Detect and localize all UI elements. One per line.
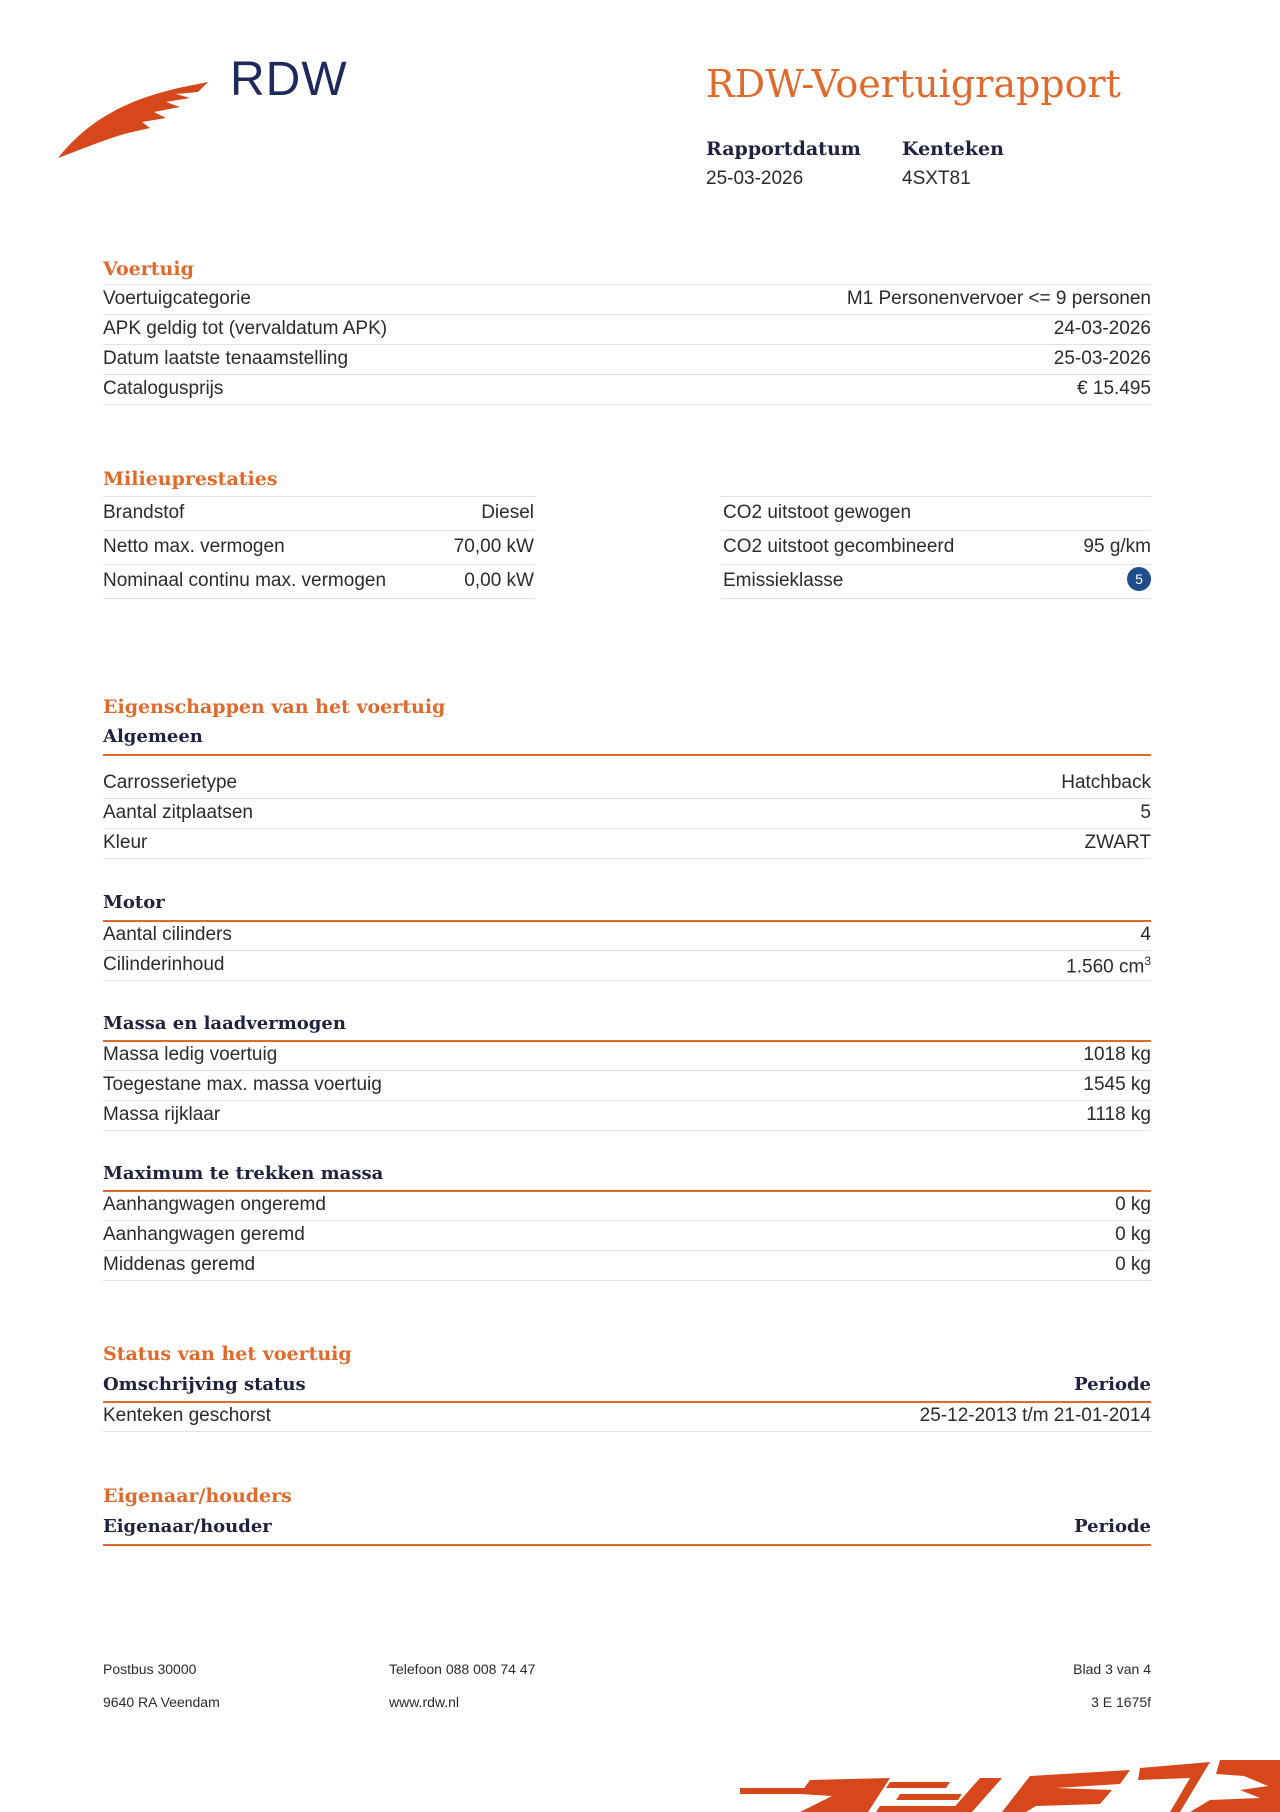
section-title-eigenaar: Eigenaar/houders bbox=[103, 1485, 292, 1507]
subsection-title-motor: Motor bbox=[103, 892, 165, 913]
status-header bbox=[103, 1374, 1151, 1395]
logo-text: RDW bbox=[230, 53, 348, 106]
row-value: M1 Personenvervoer <= 9 personen bbox=[846, 288, 1151, 309]
section-title-eigenschappen: Eigenschappen van het voertuig bbox=[103, 696, 446, 718]
row-value: Diesel bbox=[481, 502, 534, 523]
table-row bbox=[103, 1040, 1151, 1071]
table-row bbox=[103, 828, 1151, 859]
row-value: 5 bbox=[1140, 802, 1151, 823]
table-row bbox=[103, 284, 1151, 315]
row-value: 1018 kg bbox=[1083, 1044, 1151, 1065]
row-label: Carrosserietype bbox=[103, 772, 238, 793]
row-value: 25-12-2013 t/m 21-01-2014 bbox=[919, 1405, 1151, 1426]
row-label: CO2 uitstoot gecombineerd bbox=[723, 536, 955, 557]
row-label: Toegestane max. massa voertuig bbox=[103, 1074, 382, 1095]
column-header-eigenaar: Eigenaar/houder bbox=[103, 1516, 272, 1537]
table-row bbox=[103, 1100, 1151, 1131]
column-header-periode: Periode bbox=[1074, 1516, 1151, 1537]
footer-brand-graphic-icon bbox=[740, 1760, 1280, 1812]
table-row bbox=[103, 1250, 1151, 1281]
row-value: Hatchback bbox=[1061, 772, 1151, 793]
footer-website-link[interactable]: www.rdw.nl bbox=[389, 1694, 460, 1710]
table-row bbox=[103, 1401, 1151, 1432]
row-value: € 15.495 bbox=[1077, 378, 1151, 399]
meta-label-rapportdatum: Rapportdatum bbox=[706, 138, 861, 160]
table-row bbox=[103, 1190, 1151, 1221]
unit-superscript: 3 bbox=[1144, 954, 1151, 968]
row-value: 1118 kg bbox=[1086, 1104, 1151, 1125]
row-value: 70,00 kW bbox=[453, 536, 534, 557]
footer-document-code: 3 E 1675f bbox=[1091, 1694, 1151, 1710]
table-row bbox=[103, 496, 1151, 530]
row-value: 24-03-2026 bbox=[1053, 318, 1151, 339]
section-title-status: Status van het voertuig bbox=[103, 1343, 352, 1365]
row-label: Nominaal continu max. vermogen bbox=[103, 570, 387, 591]
report-title: RDW-Voertuigrapport bbox=[706, 62, 1121, 106]
table-row bbox=[103, 920, 1151, 951]
row-label: Kleur bbox=[103, 832, 148, 853]
footer-address-line2: 9640 RA Veendam bbox=[103, 1694, 220, 1710]
footer-address-line1: Postbus 30000 bbox=[103, 1661, 197, 1677]
table-row bbox=[103, 798, 1151, 829]
table-row bbox=[103, 314, 1151, 345]
row-label: Massa rijklaar bbox=[103, 1104, 221, 1125]
meta-value-kenteken: 4SXT81 bbox=[902, 168, 971, 189]
table-row bbox=[103, 950, 1151, 981]
row-value: 4 bbox=[1140, 924, 1151, 945]
row-value: 0 kg bbox=[1115, 1254, 1151, 1275]
row-label: Aanhangwagen geremd bbox=[103, 1224, 305, 1245]
row-label: CO2 uitstoot gewogen bbox=[723, 502, 912, 523]
row-value: ZWART bbox=[1084, 832, 1151, 853]
row-label: Netto max. vermogen bbox=[103, 536, 285, 557]
row-value: 1545 kg bbox=[1083, 1074, 1151, 1095]
row-label: Emissieklasse bbox=[723, 570, 844, 591]
orange-divider bbox=[103, 754, 1151, 756]
table-row bbox=[103, 530, 1151, 564]
section-title-voertuig: Voertuig bbox=[103, 258, 194, 280]
table-row bbox=[103, 564, 1151, 598]
row-label: Massa ledig voertuig bbox=[103, 1044, 278, 1065]
footer-phone: Telefoon 088 008 74 47 bbox=[389, 1661, 536, 1677]
row-label: Voertuigcategorie bbox=[103, 288, 251, 309]
subsection-title-massa: Massa en laadvermogen bbox=[103, 1013, 346, 1034]
table-row bbox=[103, 768, 1151, 799]
row-label: Middenas geremd bbox=[103, 1254, 256, 1275]
row-value: 1.560 cm bbox=[1066, 956, 1145, 978]
meta-label-kenteken: Kenteken bbox=[902, 138, 1004, 160]
row-label: Kenteken geschorst bbox=[103, 1405, 271, 1426]
table-row bbox=[103, 1220, 1151, 1251]
meta-value-rapportdatum: 25-03-2026 bbox=[706, 168, 804, 189]
row-value: 25-03-2026 bbox=[1053, 348, 1151, 369]
row-label: Aantal zitplaatsen bbox=[103, 802, 253, 823]
subsection-title-trekken: Maximum te trekken massa bbox=[103, 1163, 384, 1184]
table-row bbox=[103, 374, 1151, 405]
row-label: Datum laatste tenaamstelling bbox=[103, 348, 349, 369]
table-row bbox=[103, 344, 1151, 375]
subsection-title-algemeen: Algemeen bbox=[103, 726, 203, 747]
row-value: 0 kg bbox=[1115, 1224, 1151, 1245]
rdw-logo-icon bbox=[58, 80, 208, 162]
row-value: 95 g/km bbox=[1083, 536, 1151, 557]
orange-divider bbox=[103, 1544, 1151, 1546]
row-label: Aanhangwagen ongeremd bbox=[103, 1194, 326, 1215]
column-header-omschrijving: Omschrijving status bbox=[103, 1374, 306, 1395]
row-label: Cilinderinhoud bbox=[103, 954, 225, 975]
row-label: Aantal cilinders bbox=[103, 924, 232, 945]
row-label: Brandstof bbox=[103, 502, 185, 523]
row-label: Catalogusprijs bbox=[103, 378, 224, 399]
table-row bbox=[103, 1070, 1151, 1101]
column-header-periode: Periode bbox=[1074, 1374, 1151, 1395]
row-value: 0 kg bbox=[1115, 1194, 1151, 1215]
row-value: 0,00 kW bbox=[464, 570, 534, 591]
footer-page-number: Blad 3 van 4 bbox=[1073, 1661, 1151, 1677]
row-label: APK geldig tot (vervaldatum APK) bbox=[103, 318, 388, 339]
emissieklasse-badge: 5 bbox=[1127, 567, 1151, 591]
section-title-milieu: Milieuprestaties bbox=[103, 468, 278, 490]
eigenaar-header bbox=[103, 1516, 1151, 1537]
